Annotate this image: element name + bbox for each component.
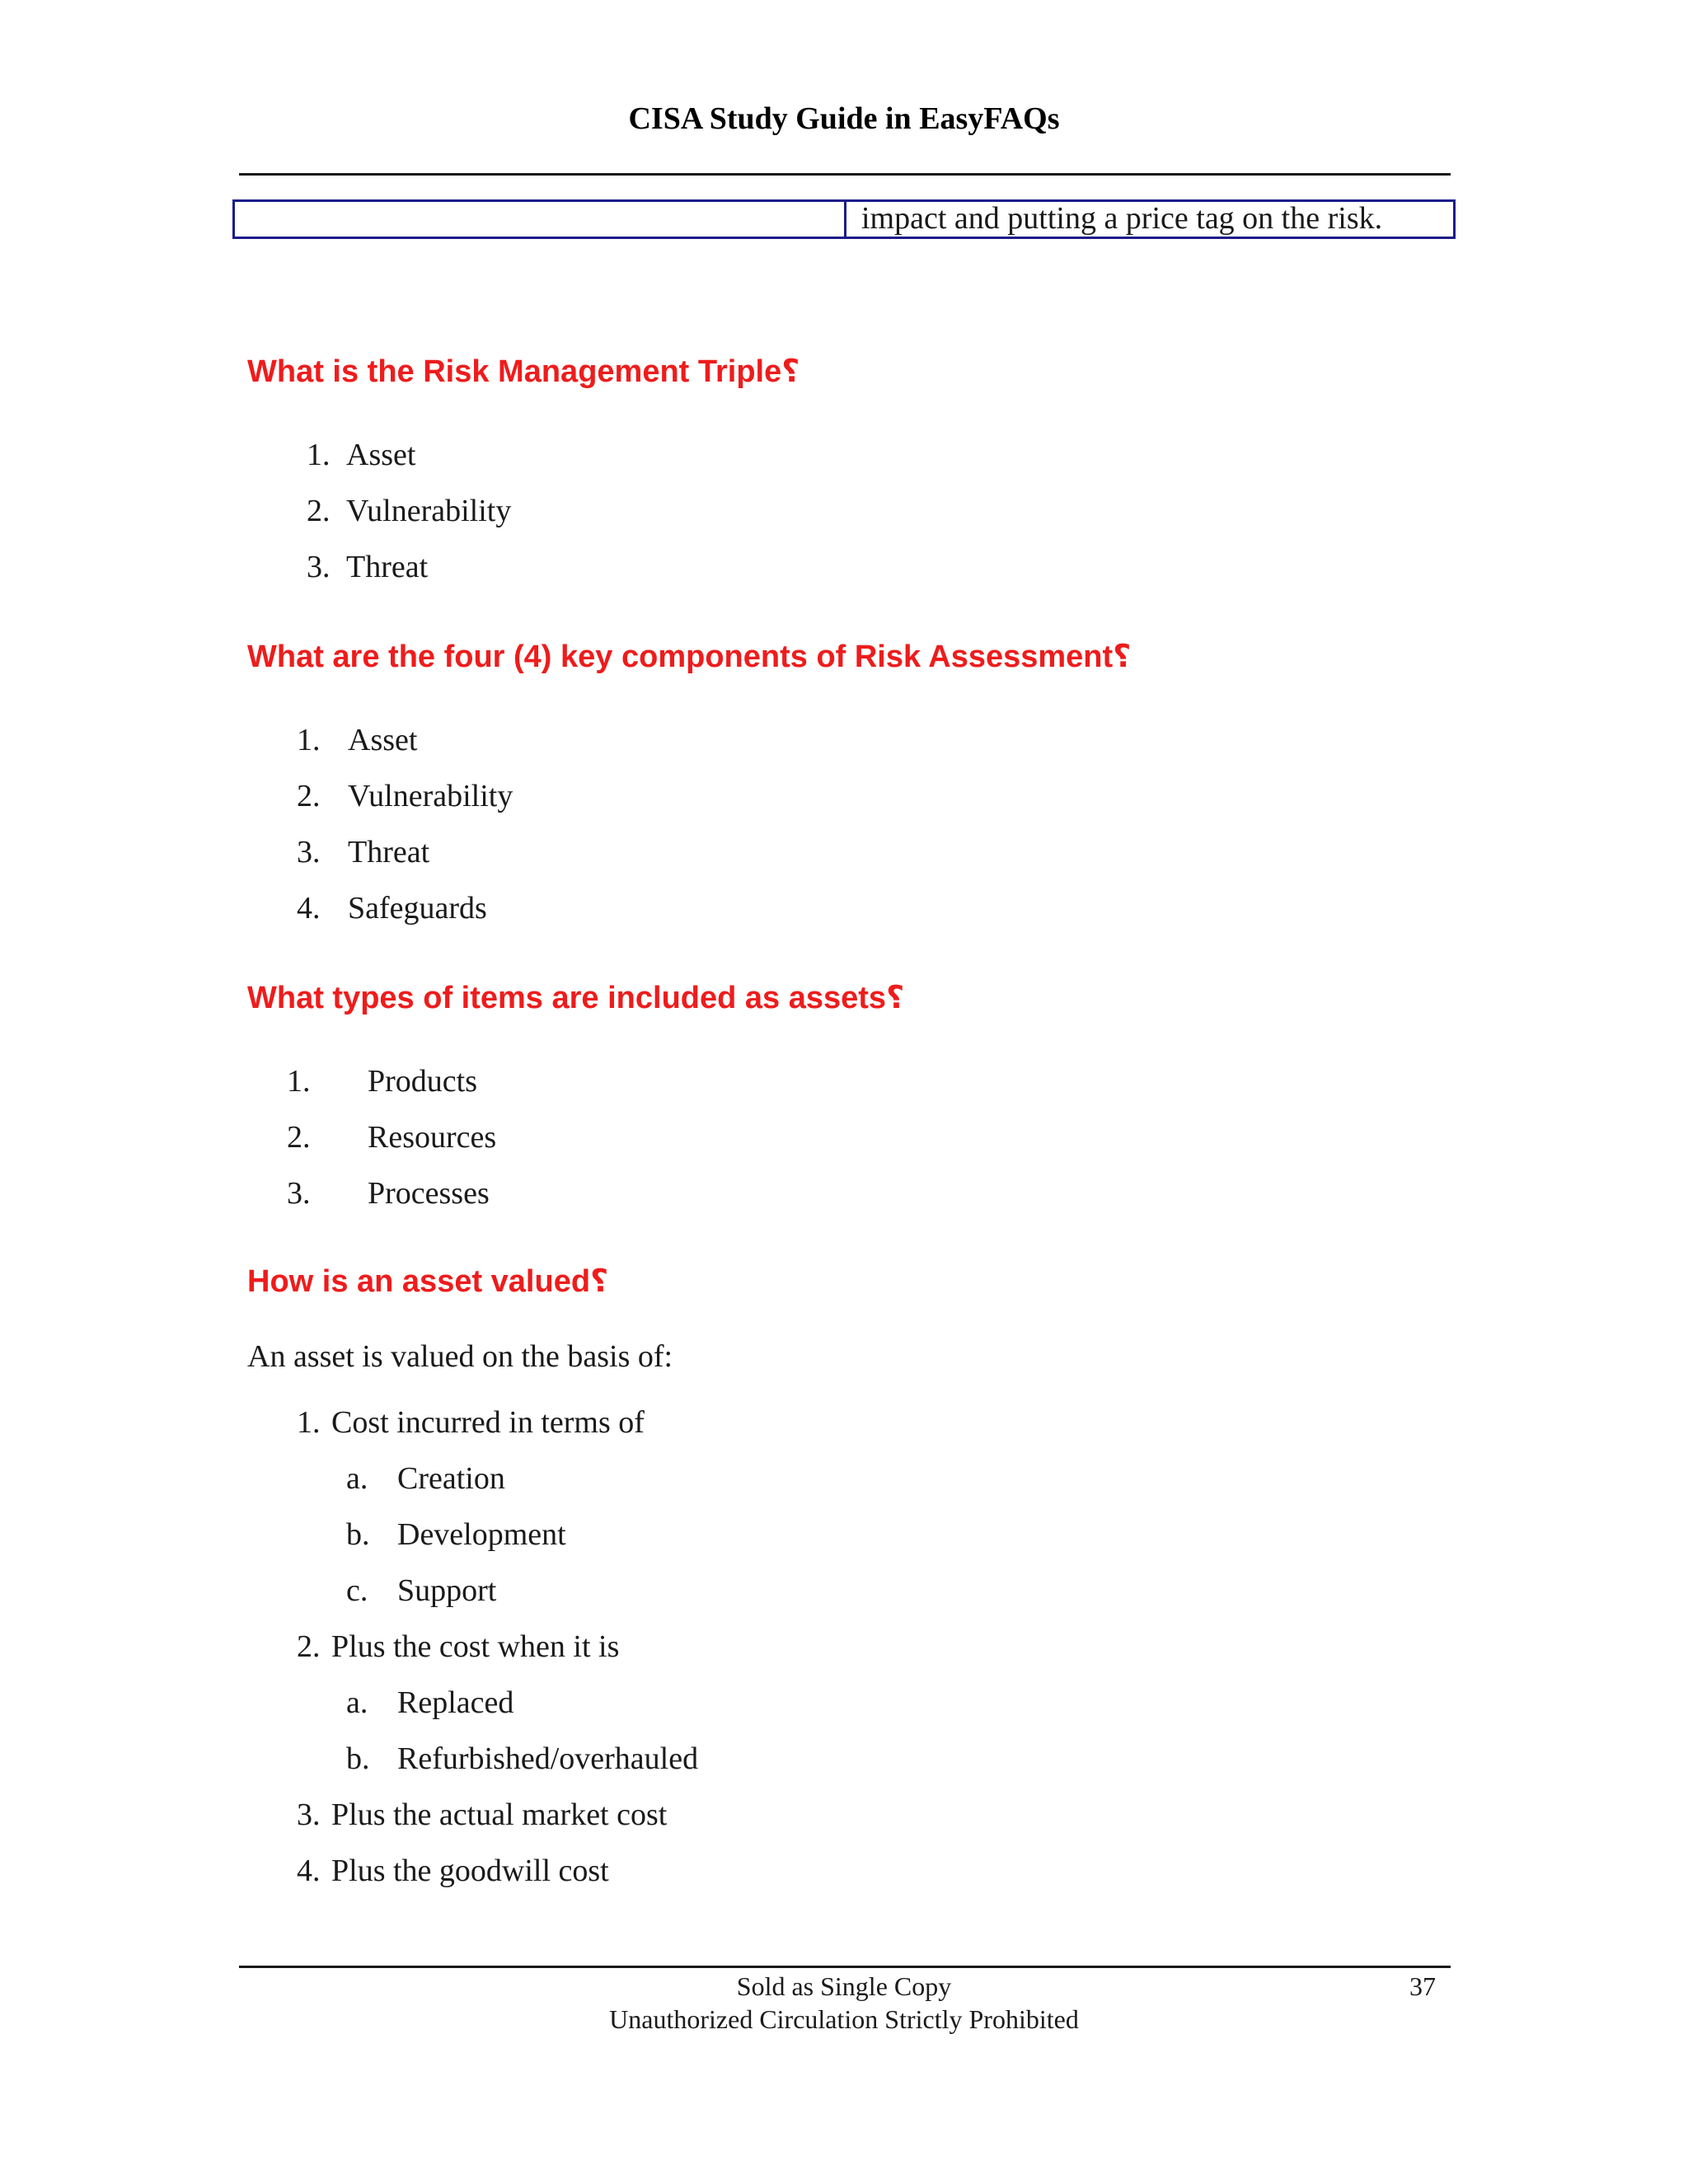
- list-number: 2.: [307, 494, 331, 528]
- list-number: 2.: [297, 1629, 321, 1664]
- asset-valuation-intro: An asset is valued on the basis of:: [247, 1339, 673, 1374]
- table-cell-left: [235, 202, 846, 237]
- list-text: Cost incurred in terms of: [331, 1405, 645, 1440]
- list-text: Vulnerability: [346, 494, 512, 528]
- list-text: Plus the actual market cost: [331, 1797, 668, 1832]
- footer-copy-notice: Sold as Single Copy: [736, 1971, 952, 2001]
- list-text: Vulnerability: [348, 779, 513, 813]
- list-item: [297, 880, 487, 936]
- list-text: Resources: [368, 1120, 497, 1155]
- list-item: [307, 427, 416, 483]
- list-item: [287, 1165, 490, 1221]
- list-letter: a.: [346, 1461, 368, 1496]
- list-item: [297, 712, 418, 768]
- list-item: [287, 1109, 497, 1165]
- list-text: Threat: [348, 835, 430, 869]
- sub-list-item: [297, 1507, 566, 1563]
- list-item: [287, 1053, 477, 1109]
- list-text: Plus the cost when it is: [331, 1629, 620, 1664]
- asset-types-list: [287, 1053, 497, 1221]
- page-header-title: CISA Study Guide in EasyFAQs: [628, 101, 1060, 136]
- list-number: 3.: [307, 550, 331, 584]
- question-risk-management-triple: What is the Risk Management Triple؟: [247, 354, 800, 389]
- list-number: 1.: [297, 1405, 321, 1440]
- list-text: Asset: [348, 723, 418, 757]
- list-text: Replaced: [397, 1685, 514, 1720]
- asset-valuation-list: [297, 1394, 699, 1899]
- list-number: 1.: [297, 723, 321, 757]
- footer-circulation-notice: Unauthorized Circulation Strictly Prohibited: [609, 2004, 1079, 2034]
- question-asset-valuation: How is an asset valued؟: [247, 1264, 609, 1299]
- list-number: 1.: [287, 1064, 311, 1099]
- table-continuation: [232, 199, 1456, 239]
- sub-list-item: [297, 1731, 699, 1787]
- list-letter: b.: [346, 1517, 370, 1552]
- list-number: 1.: [307, 438, 331, 472]
- list-text: Development: [397, 1517, 566, 1552]
- table-cell-right: impact and putting a price tag on the risk.: [861, 202, 1383, 236]
- list-number: 4.: [297, 1854, 321, 1888]
- list-number: 3.: [297, 1797, 321, 1832]
- list-text: Plus the goodwill cost: [331, 1854, 609, 1888]
- list-item: [297, 1787, 668, 1843]
- list-letter: a.: [346, 1685, 368, 1720]
- list-text: Safeguards: [348, 891, 487, 926]
- list-text: Processes: [368, 1176, 490, 1211]
- list-number: 2.: [287, 1120, 311, 1155]
- risk-triple-list: [307, 427, 512, 595]
- list-text: Refurbished/overhauled: [397, 1741, 699, 1776]
- list-number: 3.: [297, 835, 321, 869]
- question-asset-types: What types of items are included as assets؟: [247, 981, 905, 1015]
- list-item: [307, 539, 429, 595]
- list-item: [297, 1394, 645, 1451]
- page-number: 37: [1409, 1971, 1436, 2001]
- sub-list-item: [297, 1451, 505, 1507]
- list-number: 2.: [297, 779, 321, 813]
- list-letter: b.: [346, 1741, 370, 1776]
- list-item: [297, 824, 430, 880]
- list-number: 4.: [297, 891, 321, 926]
- sub-list-item: [297, 1675, 514, 1731]
- list-item: [297, 768, 513, 824]
- list-item: [297, 1619, 620, 1675]
- list-letter: c.: [346, 1573, 368, 1608]
- list-number: 3.: [287, 1176, 311, 1211]
- sub-list-item: [297, 1563, 497, 1619]
- risk-components-list: [297, 712, 513, 936]
- header-divider: [239, 173, 1451, 176]
- list-text: Products: [368, 1064, 477, 1099]
- list-text: Threat: [346, 550, 429, 584]
- list-item: [297, 1843, 609, 1899]
- list-text: Support: [397, 1573, 497, 1608]
- list-text: Asset: [346, 438, 416, 472]
- list-text: Creation: [397, 1461, 505, 1496]
- question-risk-assessment-components: What are the four (4) key components of Risk Assessment؟: [247, 640, 1132, 674]
- list-item: [307, 483, 512, 539]
- footer-divider: [239, 1966, 1451, 1968]
